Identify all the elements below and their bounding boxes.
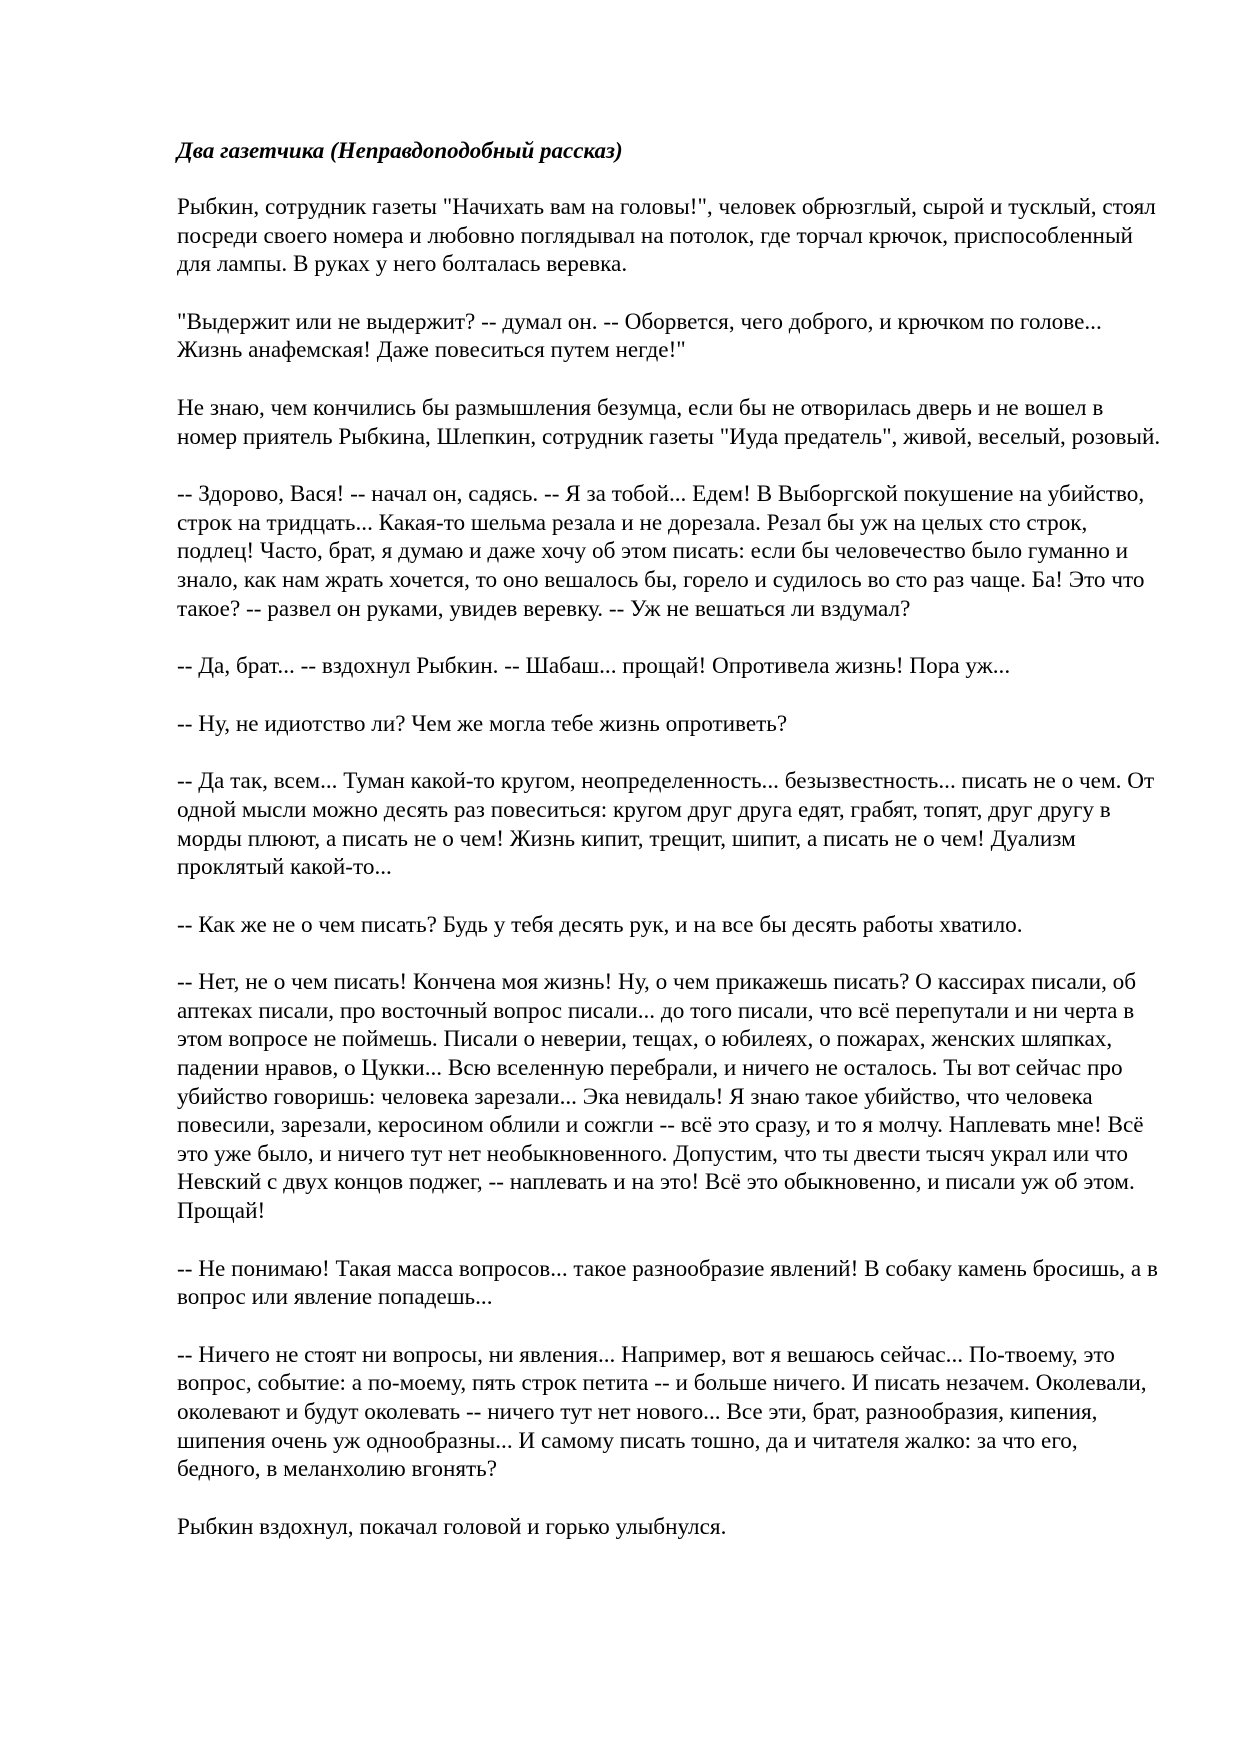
paragraph: -- Ну, не идиотство ли? Чем же могла тебе жизнь опротиветь? (177, 710, 788, 737)
story-title: Два газетчика (Неправдоподобный рассказ) (177, 138, 623, 163)
paragraph: -- Не понимаю! Такая масса вопросов... такое разнообразие явлений! В собаку камень бросишь, а в вопрос или явление попадешь... (177, 1255, 1158, 1311)
paragraph: -- Да так, всем... Туман какой-то кругом, неопределенность... безызвестность... писать не о чем. От одной мысли можно десять раз повеситься: кругом друг друга едят, грабят, топят, друг другу в морды плюют, а писать не о чем! Жизнь кипит, трещит, шипит, а писать не о чем! Дуализм проклятый какой-то... (177, 768, 1155, 881)
paragraph: -- Как же не о чем писать? Будь у тебя десять рук, и на все бы десять работы хватило. (177, 911, 1023, 938)
paragraph: Не знаю, чем кончились бы размышления безумца, если бы не отворилась дверь и не вошел в номер приятель Рыбкина, Шлепкин, сотрудник газеты "Иуда предатель", живой, веселый, розовый. (177, 394, 1161, 450)
document-page (177, 136, 1162, 1570)
paragraph: Рыбкин вздохнул, покачал головой и горько улыбнулся. (177, 1513, 727, 1540)
paragraph: -- Нет, не о чем писать! Кончена моя жизнь! Ну, о чем прикажешь писать? О кассирах писали, об аптеках писали, про восточный вопрос писали... до того писали, что всё перепутали и ни черта в этом вопросе не поймешь. Писали о неверии, тещах, о юбилеях, о пожарах, женских шляпках, падении нравов, о Цукки... Всю вселенную перебрали, и ничего не осталось. Ты вот сейчас про убийство говоришь: человека зарезали... Эка невидаль! Я знаю такое убийство, что человека повесили, зарезали, керосином облили и сожгли -- всё это сразу, и то я молчу. Наплевать мне! Всё это уже было, и ничего тут нет необыкновенного. Допустим, что ты двести тысяч украл или что Невский с двух концов поджег, -- наплевать и на это! Всё это обыкновенно, и писали уж об этом. Прощай! (177, 969, 1144, 1225)
paragraph: Рыбкин, сотрудник газеты "Начихать вам на головы!", человек обрюзглый, сырой и тусклый, стоял посреди своего номера и любовно поглядывал на потолок, где торчал крючок, приспособленный для лампы. В руках у него болталась веревка. (177, 194, 1156, 278)
paragraph: -- Ничего не стоят ни вопросы, ни явления... Например, вот я вешаюсь сейчас... По-твоему, это вопрос, событие: а по-моему, пять строк петита -- и больше ничего. И писать незачем. Околевали, околевают и будут околевать -- ничего тут нет нового... Все эти, брат, разнообразия, кипения, шипения очень уж однообразны... И самому писать тошно, да и читателя жалко: за что его, бедного, в меланхолию вгонять? (177, 1341, 1147, 1483)
paragraph: -- Да, брат... -- вздохнул Рыбкин. -- Шабаш... прощай! Опротивела жизнь! Пора уж... (177, 653, 1011, 680)
paragraph: -- Здорово, Вася! -- начал он, садясь. -- Я за тобой... Едем! В Выборгской покушение на убийство, строк на тридцать... Какая-то шельма резала и не дорезала. Резал бы уж на целых сто строк, подлец! Часто, брат, я думаю и даже хочу об этом писать: если бы человечество было гуманно и знало, как нам жрать хочется, то оно вешалось бы, горело и судилось во сто раз чаще. Ба! Это что такое? -- развел он руками, увидев веревку. -- Уж не вешаться ли вздумал? (177, 481, 1145, 622)
paragraph: "Выдержит или не выдержит? -- думал он. -- Оборвется, чего доброго, и крючком по голове... Жизнь анафемская! Даже повеситься путем негде!" (177, 308, 1102, 364)
